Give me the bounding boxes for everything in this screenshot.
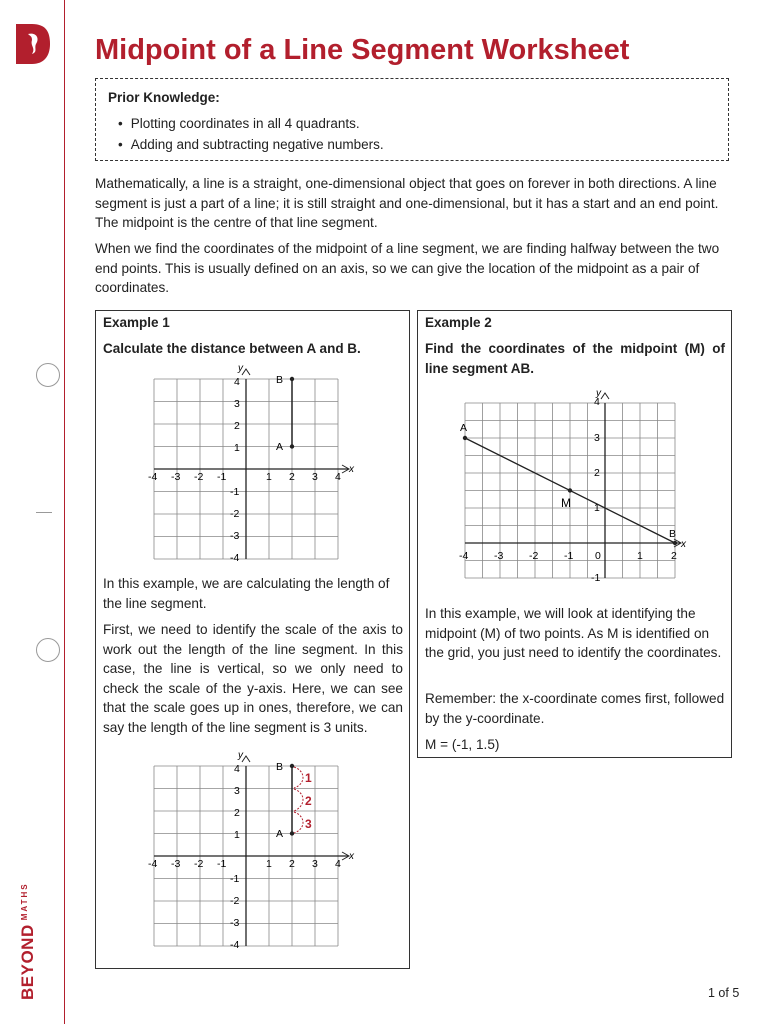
x-tick-label: -3 xyxy=(171,471,181,483)
point-b-label: B xyxy=(276,374,284,386)
y-tick-label: -4 xyxy=(230,552,240,564)
brand-wordmark xyxy=(18,882,38,1000)
y-tick-label: 4 xyxy=(594,396,600,408)
y-tick-label: 2 xyxy=(234,420,240,432)
y-tick-label: 2 xyxy=(234,807,240,819)
y-axis-arrow-icon xyxy=(242,369,250,375)
punch-hole-bottom xyxy=(36,638,60,662)
point-a xyxy=(290,831,294,835)
point-b-label: B xyxy=(276,761,284,773)
prior-knowledge-list xyxy=(108,113,716,155)
example-2-label: Example 2 xyxy=(425,315,492,330)
step-label: 3 xyxy=(305,817,312,831)
brand-sub: MATHS xyxy=(20,882,29,921)
x-tick-label: 1 xyxy=(266,471,272,483)
x-tick-label: -2 xyxy=(529,550,539,562)
point-a xyxy=(463,436,467,440)
point-a-label: A xyxy=(460,422,468,434)
x-tick-label: -3 xyxy=(494,550,504,562)
intro-paragraph-2: When we find the coordinates of the midpoint of a line segment, we are finding halfway between the two end points. This is usually defined on an axis, so we can give the location of the midpoint as a pair of coordinates. xyxy=(95,241,720,295)
x-tick-label: 3 xyxy=(312,858,318,870)
y-tick-label: 1 xyxy=(234,829,240,841)
x-tick-label: -1 xyxy=(217,858,227,870)
x-tick-label: 1 xyxy=(637,550,643,562)
prior-knowledge-item: • Adding and subtracting negative numbers. xyxy=(118,134,716,155)
point-a-label: A xyxy=(276,441,284,453)
point-m-label: M xyxy=(561,496,571,510)
step-arc xyxy=(294,812,303,833)
step-label: 2 xyxy=(305,794,312,808)
x-axis-label: x xyxy=(681,539,686,550)
brand-name: BEYOND xyxy=(18,924,37,1000)
x-tick-label: 3 xyxy=(312,471,318,483)
punch-hole-top xyxy=(36,363,60,387)
y-tick-label: -4 xyxy=(230,939,240,951)
prior-knowledge-item: • Plotting coordinates in all 4 quadrants. xyxy=(118,113,716,134)
y-tick-label: 3 xyxy=(234,398,240,410)
x-tick-label: 1 xyxy=(266,858,272,870)
point-b-label: B xyxy=(669,528,677,540)
example-2-question: Find the coordinates of the midpoint (M) of line segment AB. xyxy=(425,341,725,376)
x-axis-label: x xyxy=(349,464,354,475)
page-title: Midpoint of a Line Segment Worksheet xyxy=(95,34,630,66)
intro-paragraph-1: Mathematically, a line is a straight, one-dimensional object that goes on forever in both directions. A line segment is just a part of a line; it is still straight and one-dimensional, but it has a start and an end point. The midpoint is the centre of that line segment. xyxy=(95,176,719,230)
y-tick-label: 3 xyxy=(594,432,600,444)
example-2-paragraph-1: In this example, we will look at identifying the midpoint (M) of two points. As M is identified on the grid, you just need to identify the coordinates. xyxy=(425,606,722,660)
example-1-graph-1 xyxy=(136,363,376,564)
y-tick-label: -2 xyxy=(230,895,240,907)
y-tick-label: -3 xyxy=(230,530,240,542)
step-arc xyxy=(294,789,303,811)
y-axis-label: y xyxy=(238,363,243,374)
x-tick-label: -1 xyxy=(564,550,574,562)
example-1-question: Calculate the distance between A and B. xyxy=(103,341,361,356)
prior-knowledge-heading: Prior Knowledge: xyxy=(108,90,220,105)
y-tick-label: 4 xyxy=(234,763,240,775)
example-2-graph xyxy=(443,386,728,586)
y-tick-label: 1 xyxy=(594,502,600,514)
x-tick-label: -3 xyxy=(171,858,181,870)
fold-mark xyxy=(36,512,52,513)
y-tick-label: -2 xyxy=(230,508,240,520)
x-tick-label: 2 xyxy=(671,550,677,562)
example-1-graph-2 xyxy=(136,750,376,951)
point-a xyxy=(290,444,294,448)
example-1-box xyxy=(95,310,410,969)
y-tick-label: -1 xyxy=(230,873,240,885)
point-b xyxy=(290,377,294,381)
point-m xyxy=(568,488,572,492)
x-axis-label: x xyxy=(349,851,354,862)
x-tick-label: 2 xyxy=(289,858,295,870)
margin-line xyxy=(64,0,65,1024)
x-tick-label: 2 xyxy=(289,471,295,483)
x-tick-label: 0 xyxy=(595,550,601,562)
example-1-paragraph-2: First, we need to identify the scale of the axis to work out the length of the line segment. In this case, the line is vertical, so we only need to check the scale of the y-axis. Here, we can see that the scale goes up in ones, therefore, we can say the length of the line segment is 3 units. xyxy=(103,622,403,735)
example-2-paragraph-2: Remember: the x-coordinate comes first, followed by the y-coordinate. xyxy=(425,691,725,726)
x-tick-label: 4 xyxy=(335,471,341,483)
point-b xyxy=(290,764,294,768)
step-arc xyxy=(294,767,303,788)
y-tick-label: 2 xyxy=(594,467,600,479)
y-tick-label: -1 xyxy=(230,486,240,498)
y-tick-label: 4 xyxy=(234,376,240,388)
x-tick-label: -4 xyxy=(459,550,469,562)
x-tick-label: -2 xyxy=(194,858,204,870)
step-label: 1 xyxy=(305,771,312,785)
y-tick-label: 3 xyxy=(234,785,240,797)
point-b xyxy=(673,541,677,545)
prior-knowledge-box xyxy=(95,78,729,161)
x-tick-label: -4 xyxy=(148,858,158,870)
x-tick-label: -4 xyxy=(148,471,158,483)
x-tick-label: -2 xyxy=(194,471,204,483)
page-number: 1 of 5 xyxy=(708,986,740,1000)
example-1-label: Example 1 xyxy=(103,315,170,330)
y-axis-label: y xyxy=(596,388,601,399)
y-tick-label: 1 xyxy=(234,442,240,454)
brand-logo-icon xyxy=(14,22,52,66)
example-2-answer: M = (-1, 1.5) xyxy=(425,737,500,752)
x-tick-label: -1 xyxy=(217,471,227,483)
example-2-box xyxy=(417,310,732,758)
point-a-label: A xyxy=(276,828,284,840)
x-tick-label: 4 xyxy=(335,858,341,870)
example-1-paragraph-1: In this example, we are calculating the length of the line segment. xyxy=(103,576,390,611)
y-axis-label: y xyxy=(238,750,243,761)
y-tick-label: -1 xyxy=(591,572,601,584)
y-tick-label: -3 xyxy=(230,917,240,929)
y-axis-arrow-icon xyxy=(242,756,250,762)
y-axis-arrow-icon xyxy=(601,393,609,399)
